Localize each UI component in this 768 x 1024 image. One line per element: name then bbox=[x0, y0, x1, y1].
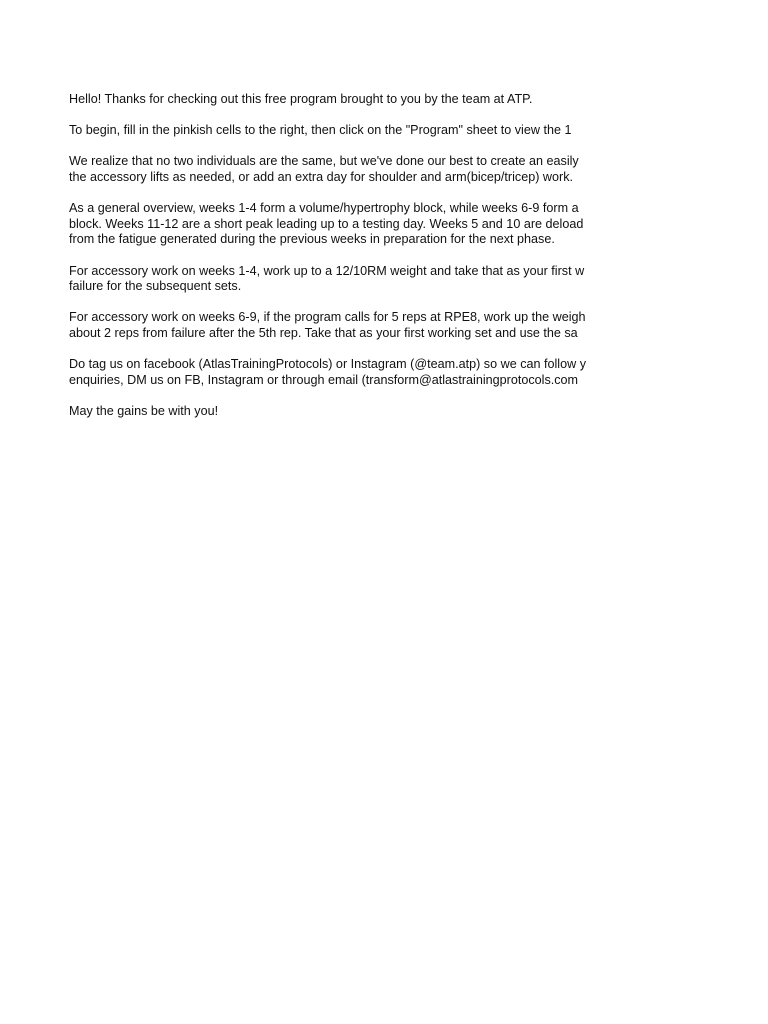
text-line: from the fatigue generated during the previous weeks in preparation for the next phase. bbox=[69, 232, 555, 247]
overview-paragraph bbox=[69, 201, 624, 248]
text-line: failure for the subsequent sets. bbox=[69, 279, 242, 294]
getting-started-paragraph bbox=[69, 123, 624, 139]
text-line: about 2 reps from failure after the 5th rep. Take that as your first working set and use the sa bbox=[69, 325, 578, 340]
text-line: For accessory work on weeks 1-4, work up to a 12/10RM weight and take that as your first w bbox=[69, 263, 585, 278]
greeting-paragraph bbox=[69, 92, 624, 108]
text-line: May the gains be with you! bbox=[69, 403, 219, 418]
text-line: We realize that no two individuals are the same, but we've done our best to create an easily bbox=[69, 154, 579, 169]
text-line: Do tag us on facebook (AtlasTrainingProtocols) or Instagram (@team.atp) so we can follow y bbox=[69, 357, 586, 372]
accessory-weeks-1-4-paragraph bbox=[69, 264, 624, 295]
text-line: block. Weeks 11-12 are a short peak leading up to a testing day. Weeks 5 and 10 are deload bbox=[69, 216, 584, 231]
text-line: As a general overview, weeks 1-4 form a volume/hypertrophy block, while weeks 6-9 form a bbox=[69, 201, 579, 216]
individualization-paragraph bbox=[69, 154, 624, 185]
text-line: enquiries, DM us on FB, Instagram or through email (transform@atlastrainingprotocols.com bbox=[69, 372, 579, 387]
text-line: To begin, fill in the pinkish cells to the right, then click on the "Program" sheet to view the 1 bbox=[69, 123, 572, 138]
closing-paragraph bbox=[69, 404, 624, 420]
social-contact-paragraph bbox=[69, 357, 624, 388]
text-line: For accessory work on weeks 6-9, if the program calls for 5 reps at RPE8, work up the weigh bbox=[69, 310, 586, 325]
instructions-text-block bbox=[69, 92, 624, 435]
accessory-weeks-6-9-paragraph bbox=[69, 310, 624, 341]
text-line: Hello! Thanks for checking out this free program brought to you by the team at ATP. bbox=[69, 92, 533, 106]
text-line: the accessory lifts as needed, or add an extra day for shoulder and arm(bicep/tricep) work. bbox=[69, 169, 574, 184]
